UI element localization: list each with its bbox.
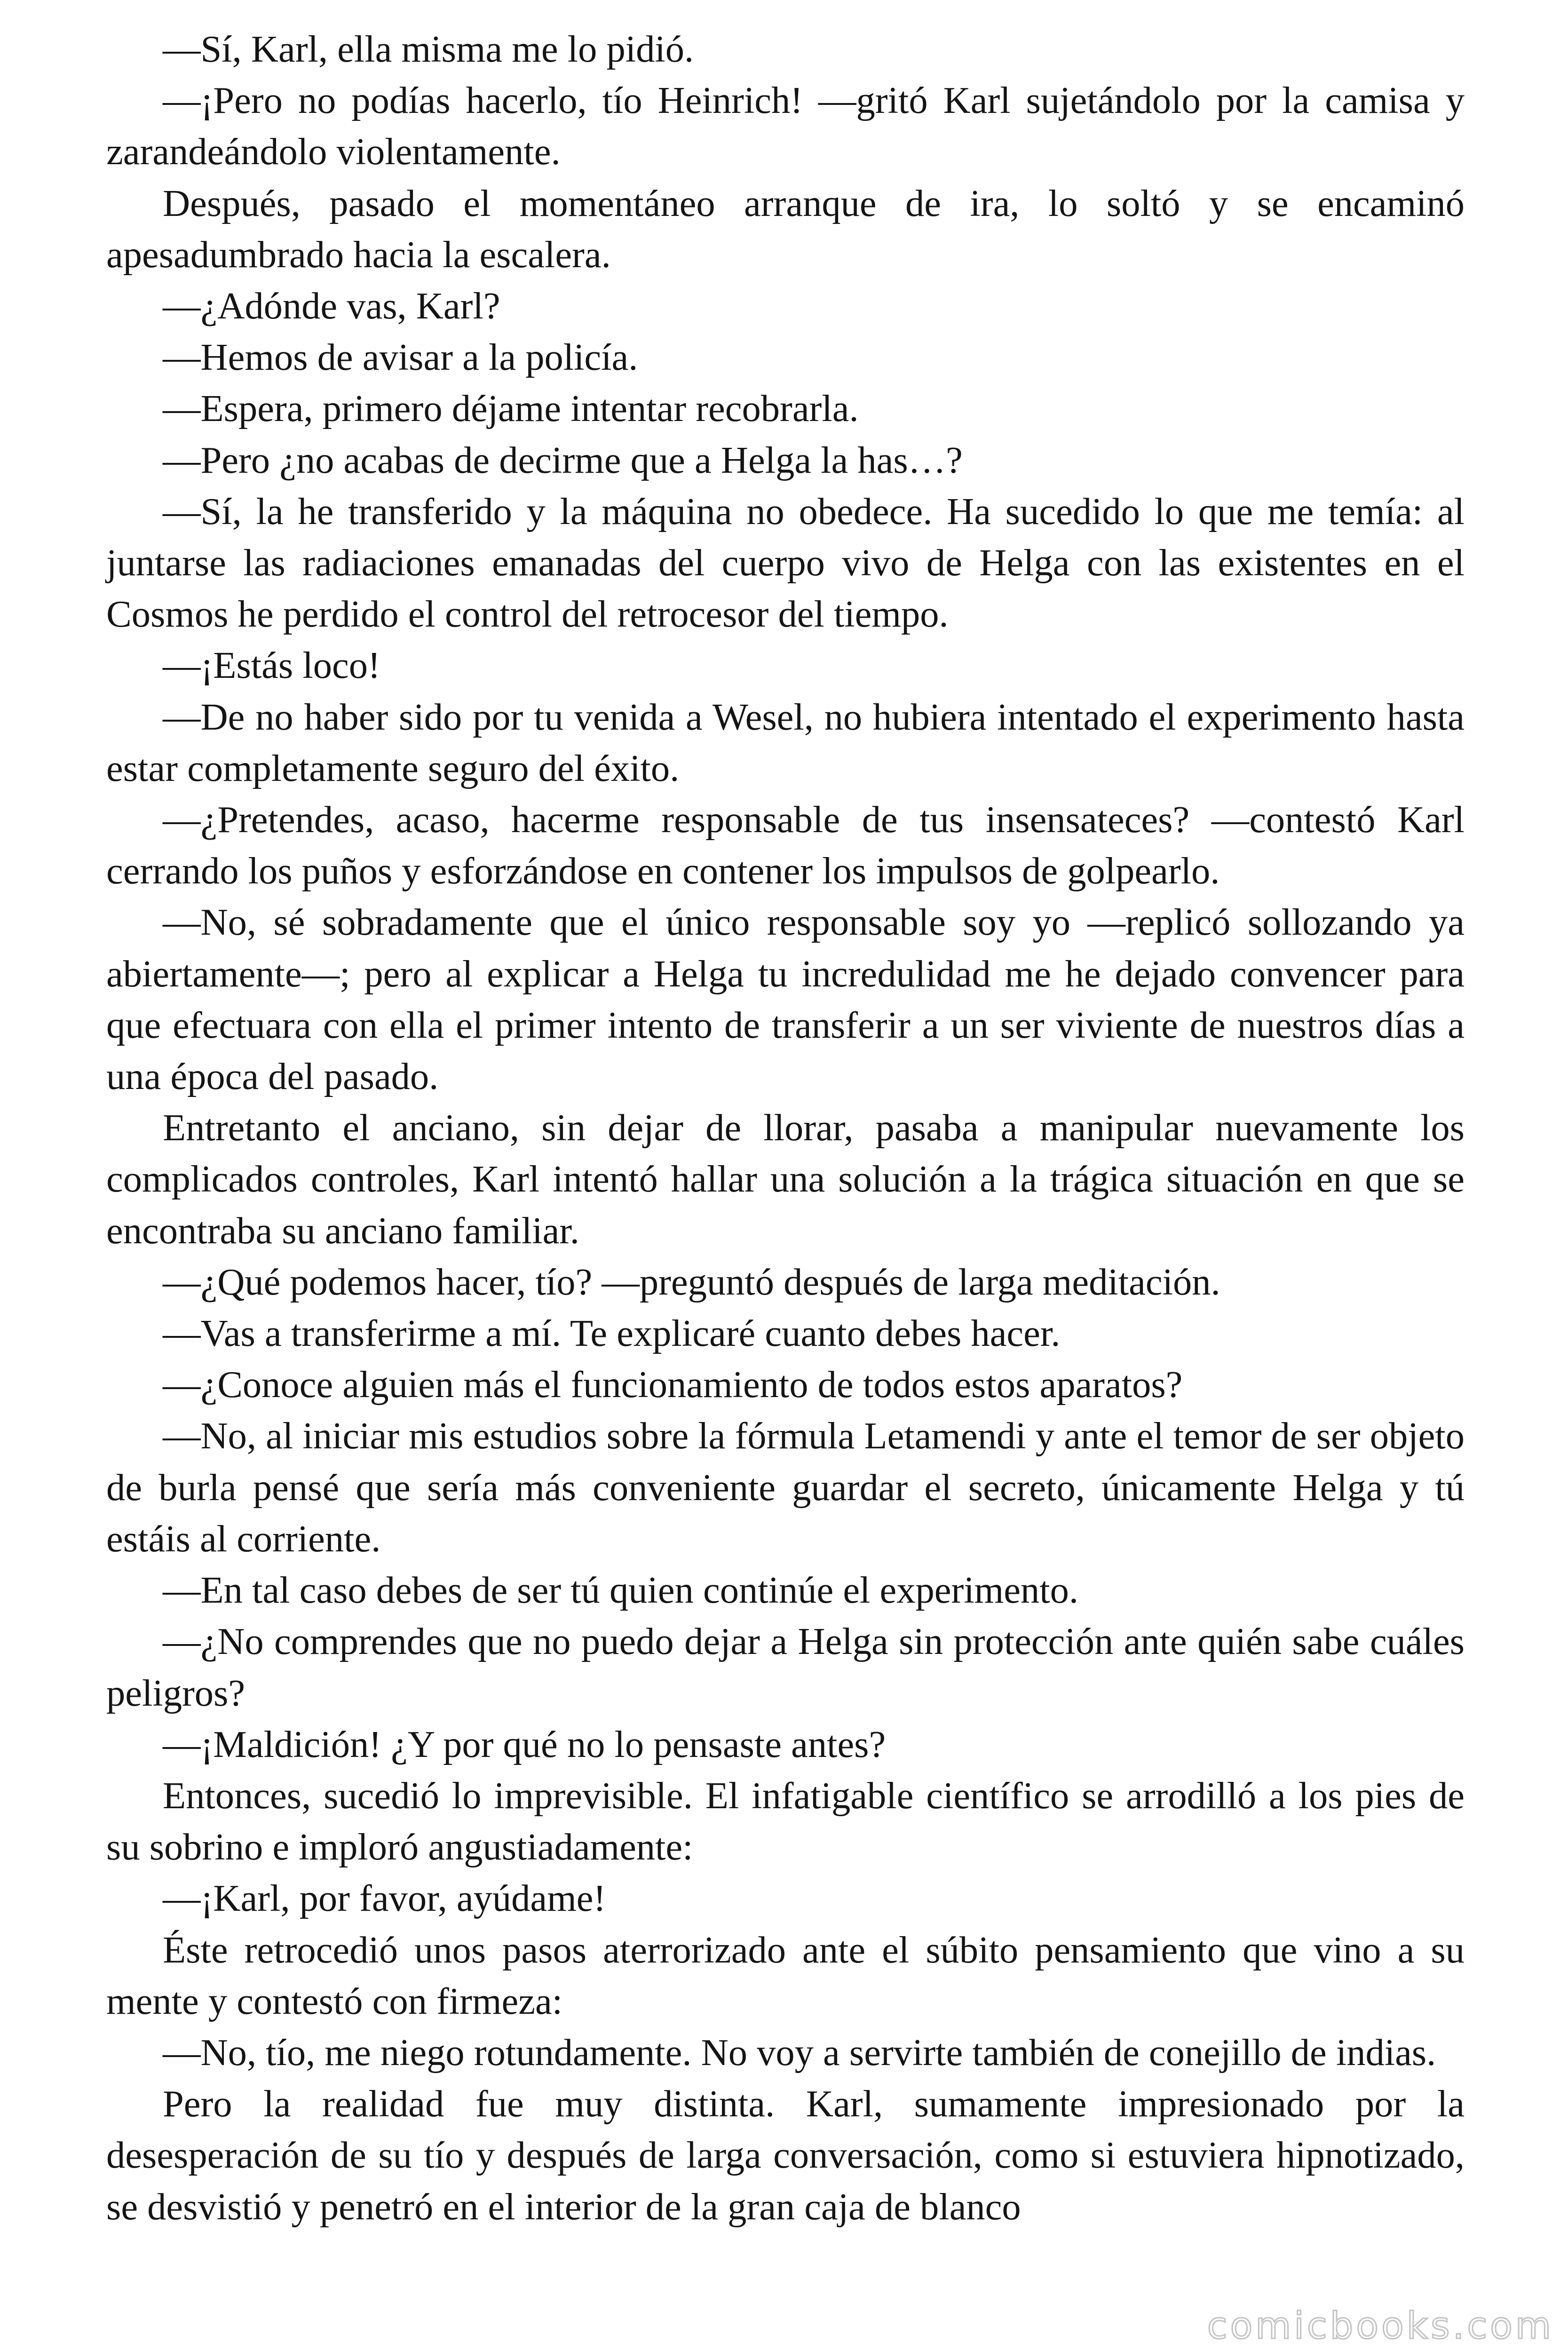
paragraph: —Sí, la he transferido y la máquina no obedece. Ha sucedido lo que me temía: al juntarse las radiaciones emanadas del cuerpo vivo de Helga con las existentes en el Cosmos he perdido el control del retrocesor del tiempo. <box>106 490 1465 636</box>
paragraph: —¿Pretendes, acaso, hacerme responsable de tus insensateces? —contestó Karl cerrando los puños y esforzándose en contener los impulsos de golpearlo. <box>106 799 1465 892</box>
paragraph: —¿Qué podemos hacer, tío? —preguntó después de larga meditación. <box>163 1261 1220 1303</box>
paragraph: Éste retrocedió unos pasos aterrorizado ante el súbito pensamiento que vino a su mente y contestó con firmeza: <box>106 1929 1465 2022</box>
paragraph: —Hemos de avisar a la policía. <box>163 336 638 379</box>
paragraph: Después, pasado el momentáneo arranque de ira, lo soltó y se encaminó apesadumbrado hacia la escalera. <box>106 182 1465 276</box>
paragraph: —En tal caso debes de ser tú quien continúe el experimento. <box>163 1569 1079 1612</box>
paragraph: —No, tío, me niego rotundamente. No voy a servirte también de conejillo de indias. <box>163 2031 1436 2074</box>
paragraph: —¿Adónde vas, Karl? <box>163 285 500 327</box>
paragraph: —¡Estás loco! <box>163 644 380 687</box>
paragraph: —¿No comprendes que no puedo dejar a Helga sin protección ante quién sabe cuáles peligros? <box>106 1621 1465 1714</box>
paragraph: Pero la realidad fue muy distinta. Karl, sumamente impresionado por la desesperación de su tío y después de larga conversación, como si estuviera hipnotizado, se desvistió y penetró en el interior de la gran caja de blanco <box>106 2083 1465 2228</box>
paragraph: —¡Pero no podías hacerlo, tío Heinrich! —gritó Karl sujetándolo por la camisa y zarandeándolo violentamente. <box>106 79 1465 173</box>
paragraph: Entonces, sucedió lo imprevisible. El infatigable científico se arrodilló a los pies de su sobrino e imploró angustiadamente: <box>106 1774 1465 1868</box>
paragraph: —Sí, Karl, ella misma me lo pidió. <box>163 28 694 70</box>
page-body <box>106 24 1465 2233</box>
paragraph: —Espera, primero déjame intentar recobrarla. <box>163 388 859 430</box>
watermark: comicbooks.com <box>1207 2305 1554 2347</box>
paragraph: Entretanto el anciano, sin dejar de llorar, pasaba a manipular nuevamente los complicados controles, Karl intentó hallar una solución a la trágica situación en que se encontraba su anciano familiar. <box>106 1107 1465 1252</box>
paragraph: —¿Conoce alguien más el funcionamiento de todos estos aparatos? <box>163 1364 1183 1406</box>
paragraph: —¡Karl, por favor, ayúdame! <box>163 1877 606 1920</box>
paragraph: —No, al iniciar mis estudios sobre la fórmula Letamendi y ante el temor de ser objeto de burla pensé que sería más conveniente guardar el secreto, únicamente Helga y tú estáis al corriente. <box>106 1415 1465 1560</box>
paragraph: —¡Maldición! ¿Y por qué no lo pensaste antes? <box>163 1723 886 1765</box>
paragraph: —Vas a transferirme a mí. Te explicaré cuanto debes hacer. <box>163 1312 1061 1355</box>
paragraph: —No, sé sobradamente que el único responsable soy yo —replicó sollozando ya abiertamente—; pero al explicar a Helga tu incredulidad me he dejado convencer para que efectuara con ella el primer intento de transferir a un ser viviente de nuestros días a una época del pasado. <box>106 901 1465 1098</box>
paragraph: —Pero ¿no acabas de decirme que a Helga la has…? <box>163 439 963 481</box>
paragraph: —De no haber sido por tu venida a Wesel, no hubiera intentado el experimento hasta estar completamente seguro del éxito. <box>106 696 1465 789</box>
